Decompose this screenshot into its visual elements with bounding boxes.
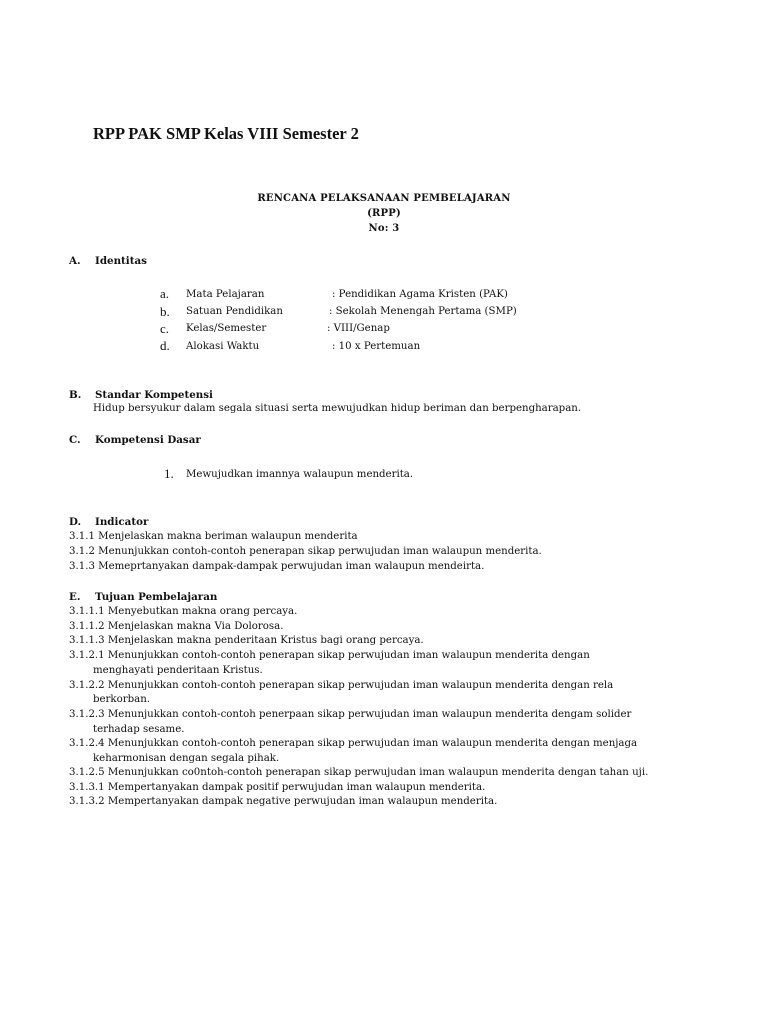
section-b-letter: B. [69,389,82,401]
objective-line-continuation: keharmonisan dengan segala pihak. [93,753,280,764]
objective-line: 3.1.2.3 Menunjukkan contoh-contoh penerpaan sikap perwujudan iman walaupun menderita dengam solider [69,709,632,720]
section-a-title: Identitas [95,255,147,267]
objective-line-continuation: menghayati penderitaan Kristus. [93,665,263,676]
objective-line: 3.1.2.4 Menunjukkan contoh-contoh penerapan sikap perwujudan iman walaupun menderita dengan menjaga [69,738,638,749]
objective-line: 3.1.2.5 Menunjukkan co0ntoh-contoh penerapan sikap perwujudan iman walaupun menderita dengan tahan uji. [69,767,649,778]
heading-line-2: (RPP) [367,208,401,219]
identity-value: : Sekolah Menengah Pertama (SMP) [329,306,517,317]
document-title: RPP PAK SMP Kelas VIII Semester 2 [93,124,359,143]
identity-value: : VIII/Genap [327,323,390,334]
objective-line: 3.1.3.1 Mempertanyakan dampak positif perwujudan iman walaupun menderita. [69,782,486,793]
identity-marker: d. [160,338,170,353]
competency-marker: 1. [164,466,174,481]
identity-marker: c. [160,321,170,336]
section-e-title: Tujuan Pembelajaran [95,591,218,603]
indicator-line: 3.1.3 Memeprtanyakan dampak-dampak perwujudan iman walaupun mendeirta. [69,561,485,572]
section-c-title: Kompetensi Dasar [95,434,201,446]
identity-marker: a. [160,286,170,301]
identity-value: : Pendidikan Agama Kristen (PAK) [332,289,508,300]
objective-line: 3.1.1.1 Menyebutkan makna orang percaya. [69,606,298,617]
section-a-letter: A. [69,255,81,267]
heading-line-1: RENCANA PELAKSANAAN PEMBELAJARAN [257,193,511,204]
section-b-title: Standar Kompetensi [95,389,213,401]
section-e-letter: E. [69,591,81,603]
objective-line: 3.1.2.1 Menunjukkan contoh-contoh penerapan sikap perwujudan iman walaupun menderita dengan [69,650,590,661]
indicator-line: 3.1.1 Menjelaskan makna beriman walaupun menderita [69,531,358,542]
competency-text: Mewujudkan imannya walaupun menderita. [186,469,414,480]
section-d-title: Indicator [95,516,149,528]
identity-label: Alokasi Waktu [186,341,260,352]
section-d-letter: D. [69,516,82,528]
objective-line: 3.1.3.2 Mempertanyakan dampak negative perwujudan iman walaupun menderita. [69,796,498,807]
objective-line: 3.1.2.2 Menunjukkan contoh-contoh penerapan sikap perwujudan iman walaupun menderita dengan rela [69,680,614,691]
identity-label: Satuan Pendidikan [186,306,283,317]
objective-line: 3.1.1.3 Menjelaskan makna penderitaan Kristus bagi orang percaya. [69,635,424,646]
identity-label: Kelas/Semester [186,323,267,334]
identity-marker: b. [160,304,170,319]
identity-label: Mata Pelajaran [186,289,265,300]
heading-line-3: No: 3 [368,223,400,234]
identity-value: : 10 x Pertemuan [332,341,421,352]
section-b-text: Hidup bersyukur dalam segala situasi serta mewujudkan hidup beriman dan berpengharapan. [93,403,582,414]
indicator-line: 3.1.2 Menunjukkan contoh-contoh penerapan sikap perwujudan iman walaupun menderita. [69,546,542,557]
objective-line-continuation: terhadap sesame. [93,724,185,735]
objective-line: 3.1.1.2 Menjelaskan makna Via Dolorosa. [69,621,284,632]
objective-line-continuation: berkorban. [93,694,150,705]
section-c-letter: C. [69,434,81,446]
